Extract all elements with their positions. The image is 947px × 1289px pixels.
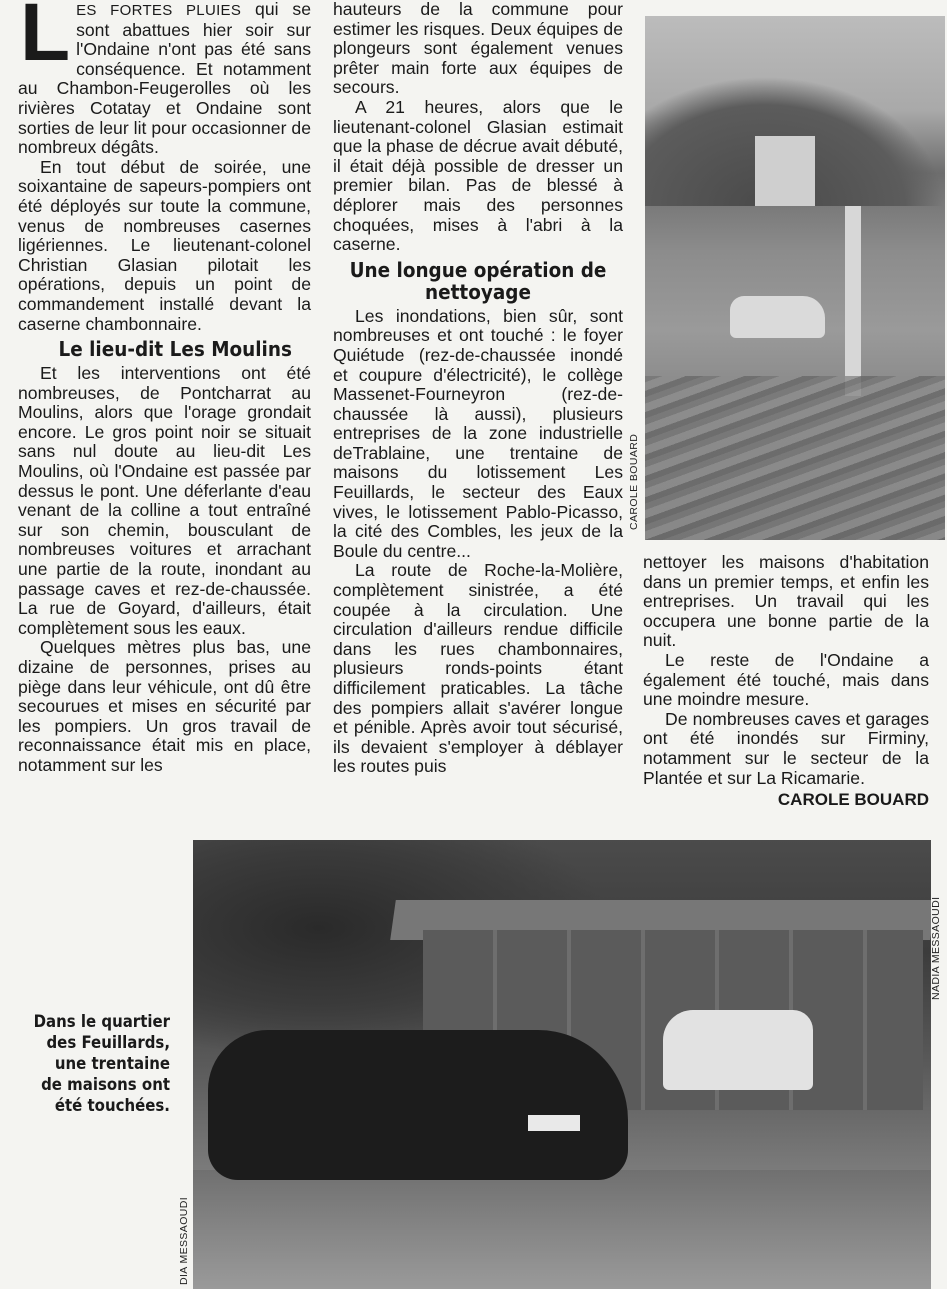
article-paragraph: Et les interventions ont été nombreuses, de Pontcharrat au Moulins, alors que l'orage grondait encore. Le gros point noir se situait sans nul doute au lieu-dit Les Moulins, où l'Ondaine est passée par dessus le pont. Une déferlante d'eau venant de la colline a tout entraîné sur son chemin, bousculant de nombreuses voitures et arrachant une partie de la route, inondant au passage caves et rez-de-chaussée. La rue de Goyard, d'ailleurs, était complètement sous les eaux. [18,363,311,638]
photo-building [755,136,815,206]
subheading: Le lieu-dit Les Moulins [58,337,292,362]
article-column-1 [18,0,311,776]
photo-credit: NADIA MESSAOUDI [930,896,942,1000]
photo-credit: DIA MESSAOUDI [178,1196,190,1285]
paragraph-text: qui se sont abattues hier soir sur l'Ondaine n'ont pas été sans conséquence. Et notamment au Chambon-Feugerolles où les rivières Cotatay et Ondaine sont sorties de leur lit pour occasionner de nombreux dégâts. [18,0,311,158]
article-paragraph: En tout début de soirée, une soixantaine de sapeurs-pompiers ont été déployés sur toute la commune, venus de nombreuses casernes ligériennes. Le lieutenant-colonel Christian Glasian pilotait les opérations, depuis un point de commandement installé devant la caserne chambonnaire. [18,156,311,334]
article-paragraph: De nombreuses caves et garages ont été inondés sur Firminy, notamment sur le secteur de la Plantée et sur La Ricamarie. [643,708,929,788]
article-paragraph: La route de Roche-la-Molière, complètement sinistrée, a été coupée à la circulation. Une circulation d'ailleurs rendue difficile dans les rues chambonnaires, plusieurs ronds-points étant difficilement praticables. La tâche des pompiers allait s'avérer longue et pénible. Après avoir tout sécurisé, ils devaient s'employer à déblayer les routes puis [333,560,623,777]
article-paragraph: Le reste de l'Ondaine a également été touché, mais dans une moindre mesure. [643,649,929,710]
photo-caption: Dans le quartier des Feuillards, une trentaine de maisons ont été touchées. [33,1012,171,1116]
byline: CAROLE BOUARD [777,790,929,810]
article-paragraph: A 21 heures, alors que le lieutenant-colonel Glasian estimait que la phase de décrue avait débuté, il était déjà possible de dresser un premier bilan. Pas de blessé à déplorer mais des personnes choquées, mises à l'abri à la caserne. [333,96,623,255]
drop-cap: L [20,0,71,78]
article-paragraph: hauteurs de la commune pour estimer les risques. Deux équipes de plongeurs sont également venues prêter main forte aux équipes de secours. [333,0,623,98]
photo-car [208,1030,628,1180]
article-paragraph: nettoyer les maisons d'habitation dans un premier temps, et enfin les entreprises. Un travail qui les occupera une bonne partie de la nuit. [643,552,929,651]
photo-license-plate [528,1115,580,1131]
article-column-3 [643,553,929,810]
photo-credit: CAROLE BOUARD [628,433,640,530]
article-paragraph: Quelques mètres plus bas, une dizaine de personnes, prises au piège dans leur véhicule, ont dû être secourues et mises en sécurité par les pompiers. Un gros travail de reconnaissance était mis en place, notamment sur les [18,637,311,775]
flood-street-photo [645,16,945,540]
photo-post [845,206,861,396]
flooded-neighborhood-photo [193,840,931,1289]
photo-ground [193,1170,931,1289]
article-paragraph [18,0,311,158]
article-paragraph: Les inondations, bien sûr, sont nombreuses et ont touché : le foyer Quiétude (rez-de-chaussée inondé et coupure d'électricité), le collège Massenet-Fourneyron (rez-de-chaussée là aussi), plusieurs entreprises de la zone industrielle deTrablaine, une trentaine de maisons du lotissement Les Feuillards, le secteur des Eaux vives, le lotissement Pablo-Picasso, la cité des Combles, les jeux de la Boule du centre... [333,305,623,561]
article-column-2 [333,0,623,777]
photo-car [730,296,825,338]
photo-mud [645,376,945,540]
lead-in: ES FORTES PLUIES [76,2,242,19]
subheading: Une longue opération de nettoyage [349,257,607,304]
photo-van [663,1010,813,1090]
